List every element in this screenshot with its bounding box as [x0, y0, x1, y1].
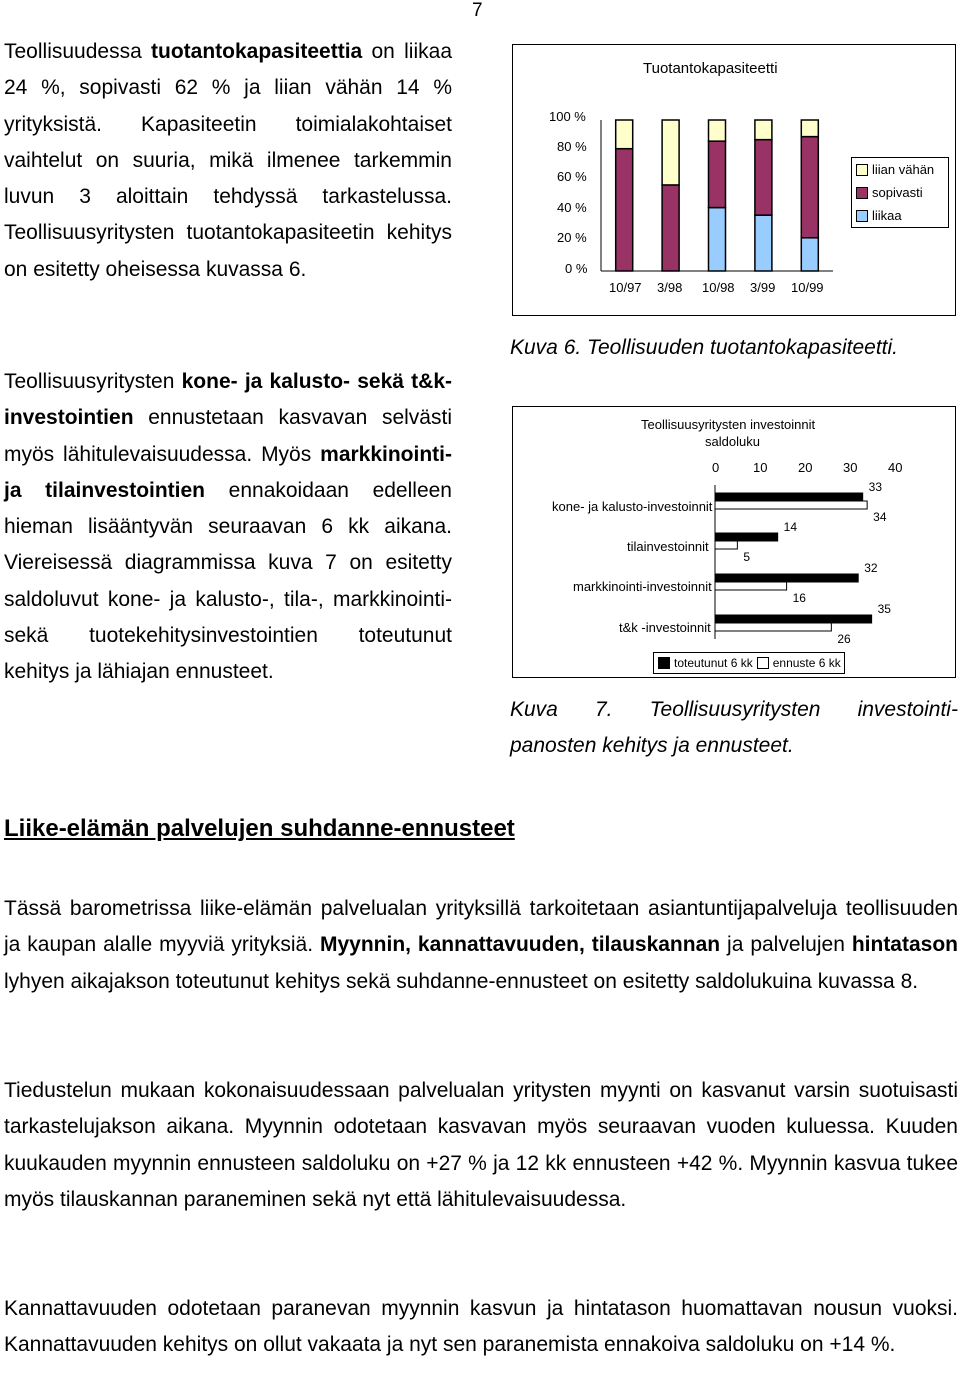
bar-segment-liian-vähän — [755, 120, 772, 140]
x-tick-label: 20 — [798, 460, 813, 475]
caption-word: 7. — [595, 698, 613, 721]
legend-swatch — [856, 164, 868, 176]
data-label: 34 — [873, 510, 887, 524]
data-label: 35 — [877, 602, 891, 616]
x-tick-label: 10 — [753, 460, 768, 475]
legend-label: ennuste 6 kk — [772, 656, 841, 670]
legend-swatch — [856, 210, 868, 222]
legend-item-liian-vahan — [852, 158, 948, 181]
y-tick-label: 80 % — [557, 139, 587, 154]
data-label: 16 — [792, 591, 806, 605]
x-tick-label: 10/99 — [791, 280, 824, 295]
y-tick-label: 100 % — [549, 109, 586, 124]
paragraph-investments: Teollisuusyritysten kone- ja kalusto- sekä t&k-investointien ennustetaan kasvavan selvästi myös lähitulevaisuudessa. Myös markkinointi- ja tilainvestointien ennakoidaan edelleen hieman lisääntyvän seuraavan 6 kk aikana. Viereisessä diagrammissa kuva 7 on esitetty saldoluvut kone- ja kalusto-, tila-, markkinointi- sekä tuotekehitysinvestointien toteutunut kehitys ja lähiajan ennusteet. — [4, 370, 453, 684]
bar-segment-liian-vähän — [662, 120, 679, 185]
data-label: 5 — [743, 550, 751, 564]
bar-segment-liian-vähän — [801, 120, 818, 137]
caption-word: Kuva — [510, 698, 558, 721]
section-heading: Liike-elämän palvelujen suhdanne-ennusteet — [4, 815, 515, 842]
legend-label: liian vähän — [872, 162, 935, 177]
bar-toteutunut — [715, 615, 872, 623]
bar-segment-liikaa — [755, 215, 772, 271]
data-label: 26 — [837, 632, 851, 646]
chart-subtitle: saldoluku — [705, 434, 760, 449]
capacity-legend — [851, 157, 949, 228]
bar-segment-liikaa — [801, 238, 818, 271]
x-tick-label: 10/98 — [702, 280, 735, 295]
paragraph-capacity: Teollisuudessa tuotantokapasiteettia on liikaa 24 %, sopivasti 62 % ja liian vähän 14 % yrityksistä. Kapasiteetin toimialakohtaiset vaihtelut on suuria, mikä ilmenee tarkemmin luvun 3 aloittain tehdyssä tarkastelussa. Teollisuusyritysten tuotantokapasiteetin kehitys on esitetty oheisessa kuvassa 6. — [4, 40, 452, 281]
bar-toteutunut — [715, 493, 863, 501]
x-tick-label: 10/97 — [609, 280, 642, 295]
bar-segment-sopivasti — [709, 141, 726, 207]
bar-segment-sopivasti — [662, 185, 679, 271]
x-tick-label: 3/98 — [657, 280, 683, 295]
bar-ennuste — [715, 541, 737, 549]
legend-swatch — [757, 657, 769, 669]
investments-plot — [513, 407, 955, 677]
category-label: t&k -investoinnit — [619, 620, 711, 635]
figure-6-caption: Kuva 6. Teollisuuden tuotantokapasiteetti. — [510, 336, 898, 359]
bar-segment-liian-vähän — [709, 120, 726, 141]
chart-title: Tuotantokapasiteetti — [643, 60, 778, 77]
y-tick-label: 0 % — [565, 261, 588, 276]
category-label: markkinointi-investoinnit — [573, 579, 712, 594]
bar-segment-sopivasti — [801, 137, 818, 238]
legend-label: liikaa — [872, 208, 902, 223]
x-tick-label: 3/99 — [750, 280, 776, 295]
bar-ennuste — [715, 623, 831, 631]
caption-word: Teollisuusyritysten — [649, 698, 821, 721]
bar-segment-liikaa — [709, 208, 726, 271]
x-tick-label: 30 — [843, 460, 858, 475]
bar-segment-sopivasti — [616, 149, 633, 271]
category-label: kone- ja kalusto-investoinnit — [552, 499, 713, 514]
legend-label: toteutunut 6 kk — [674, 656, 753, 670]
legend-swatch — [856, 187, 868, 199]
page-number: 7 — [472, 0, 483, 21]
legend-item-liikaa — [852, 204, 948, 227]
bar-ennuste — [715, 582, 787, 590]
data-label: 14 — [783, 520, 798, 534]
data-label: 32 — [864, 561, 878, 575]
bar-toteutunut — [715, 574, 858, 582]
chart-title: Teollisuusyritysten investoinnit — [641, 417, 816, 432]
x-tick-label: 40 — [888, 460, 903, 475]
category-label: tilainvestoinnit — [627, 539, 709, 554]
investments-legend — [653, 652, 845, 674]
x-tick-label: 0 — [712, 460, 720, 475]
bar-segment-sopivasti — [755, 140, 772, 216]
caption-word: investointi- — [857, 698, 958, 721]
legend-label: sopivasti — [872, 185, 923, 200]
legend-item-sopivasti — [852, 181, 948, 204]
data-label: 33 — [868, 480, 883, 494]
y-tick-label: 40 % — [557, 200, 587, 215]
y-tick-label: 20 % — [557, 230, 587, 245]
bar-toteutunut — [715, 533, 778, 541]
investments-chart — [512, 406, 956, 678]
legend-swatch — [658, 657, 670, 669]
paragraph-services-intro: Tässä barometrissa liike-elämän palvelualan yrityksillä tarkoitetaan asiantuntijapalveluja teollisuuden ja kaupan alalle myyviä yrityksiä. Myynnin, kannattavuuden, tilauskannan ja palvelujen hintatason lyhyen aikajakson toteutunut kehitys sekä suhdanne-ennusteet on esitetty saldolukuina kuvassa 8. — [4, 897, 958, 993]
capacity-chart — [512, 44, 956, 316]
bar-segment-liian-vähän — [616, 120, 633, 149]
paragraph-profitability: Kannattavuuden odotetaan paranevan myynnin kasvun ja hintatason huomattavan nousun vuoksi. Kannattavuuden kehitys on ollut vakaata ja nyt sen paranemista ennakoiva saldoluku on +14 %. — [4, 1297, 958, 1357]
figure-7-caption — [510, 692, 958, 764]
paragraph-sales: Tiedustelun mukaan kokonaisuudessaan palvelualan yritysten myynti on kasvanut varsin suotuisasti tarkastelujakson aikana. Myynnin odotetaan kasvavan myös seuraavan vuoden kuluessa. Kuuden kuukauden myynnin ennusteen saldoluku on +27 % ja 12 kk ennusteen +42 %. Myynnin kasvua tukee myös tilauskannan paraneminen sekä nyt että lähitulevaisuudessa. — [4, 1079, 958, 1211]
y-tick-label: 60 % — [557, 169, 587, 184]
caption-line: panosten kehitys ja ennusteet. — [510, 734, 794, 757]
bar-ennuste — [715, 501, 867, 509]
